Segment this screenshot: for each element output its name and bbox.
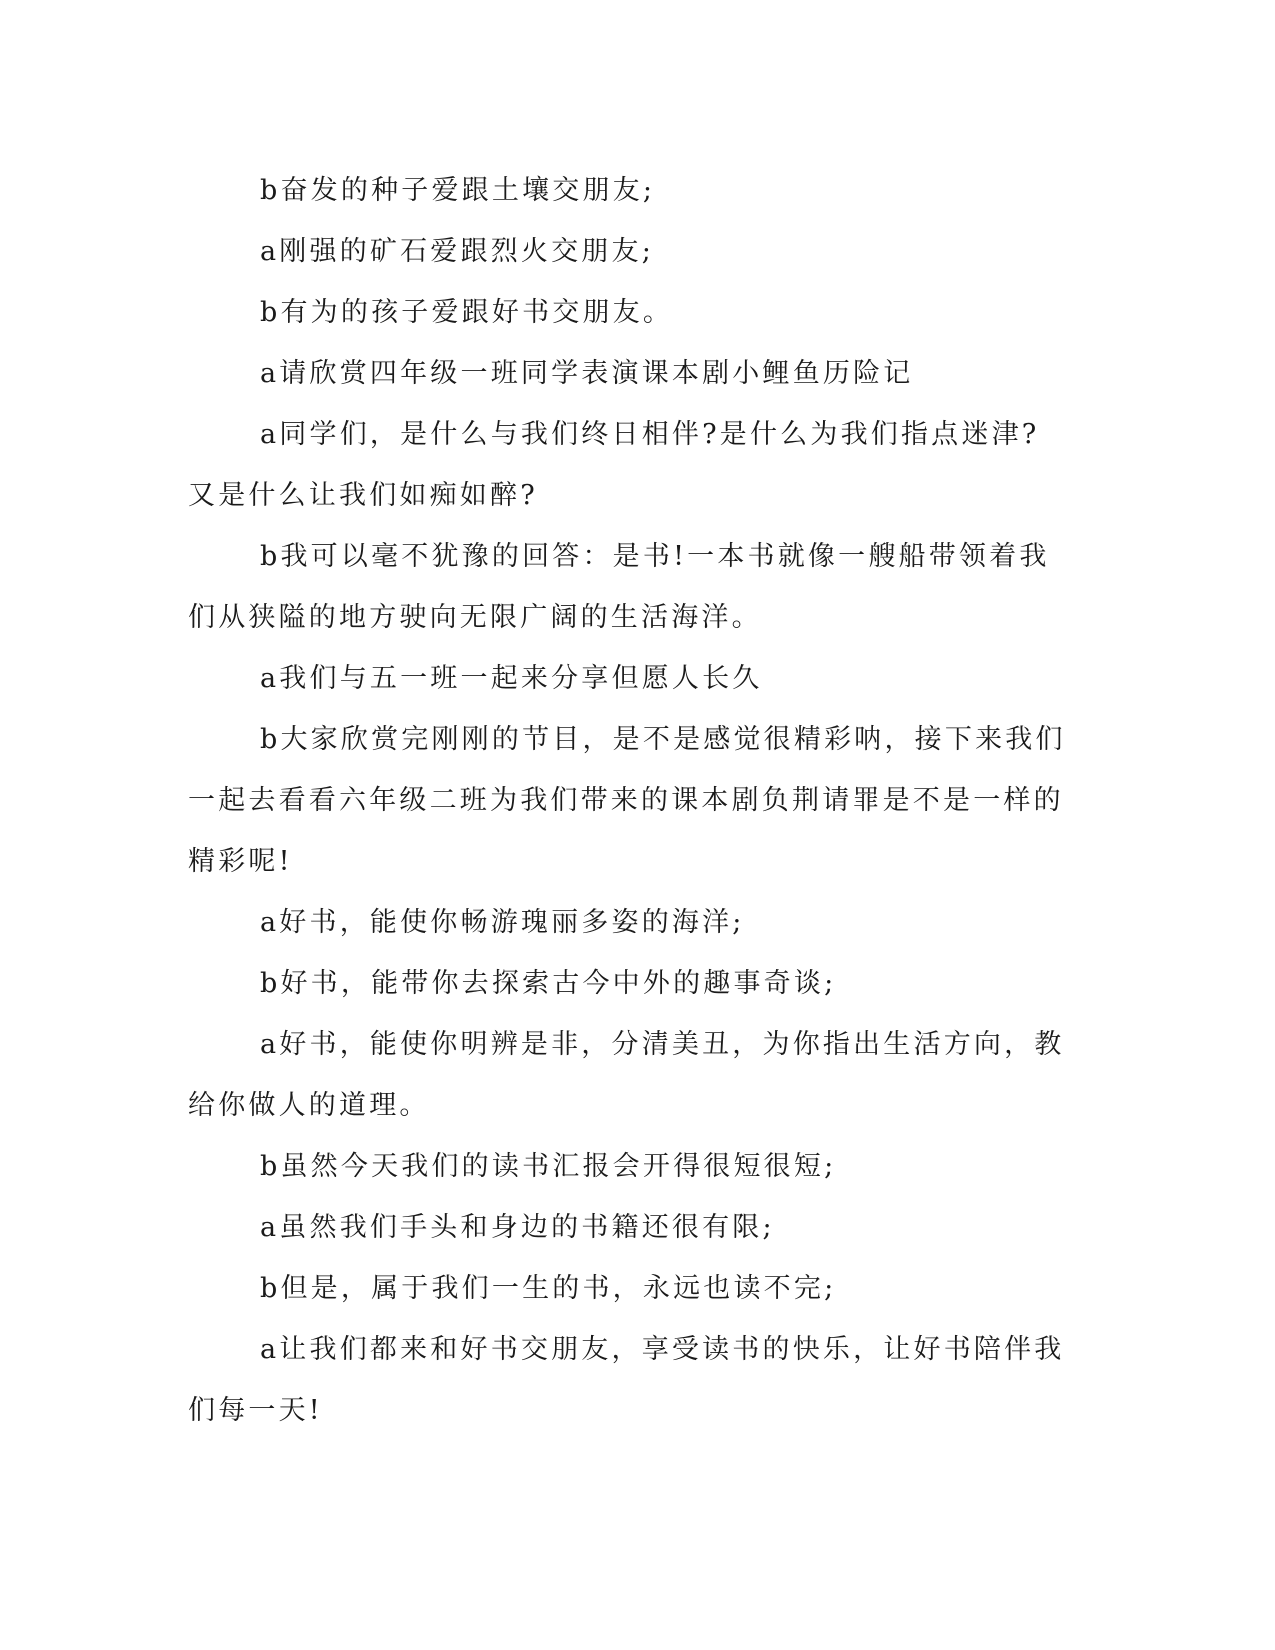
paragraph: a让我们都来和好书交朋友，享受读书的快乐，让好书陪伴我们每一天! (188, 1334, 1065, 1426)
paragraph: b但是，属于我们一生的书，永远也读不完; (260, 1273, 837, 1304)
paragraph: a我们与五一班一起来分享但愿人长久 (260, 663, 763, 694)
paragraph: b虽然今天我们的读书汇报会开得很短很短; (260, 1151, 837, 1182)
paragraph: a好书，能使你畅游瑰丽多姿的海洋; (260, 907, 745, 938)
paragraph: b大家欣赏完刚刚的节目，是不是感觉很精彩呐，接下来我们一起去看看六年级二班为我们带来的课本剧负荆请罪是不是一样的精彩呢! (188, 724, 1066, 877)
paragraph: a刚强的矿石爱跟烈火交朋友; (260, 236, 654, 267)
paragraph: b有为的孩子爱跟好书交朋友。 (260, 297, 674, 328)
paragraph: b我可以毫不犹豫的回答：是书!一本书就像一艘船带领着我们从狭隘的地方驶向无限广阔的生活海洋。 (188, 541, 1050, 633)
paragraph: a请欣赏四年级一班同学表演课本剧小鲤鱼历险记 (260, 358, 914, 389)
paragraph: b奋发的种子爱跟土壤交朋友; (260, 175, 656, 206)
paragraph: a同学们，是什么与我们终日相伴?是什么为我们指点迷津?又是什么让我们如痴如醉? (188, 419, 1040, 511)
paragraph: b好书，能带你去探索古今中外的趣事奇谈; (260, 968, 837, 999)
document-body (188, 160, 1068, 1441)
paragraph: a好书，能使你明辨是非，分清美丑，为你指出生活方向，教给你做人的道理。 (188, 1029, 1065, 1121)
paragraph: a虽然我们手头和身边的书籍还很有限; (260, 1212, 775, 1243)
